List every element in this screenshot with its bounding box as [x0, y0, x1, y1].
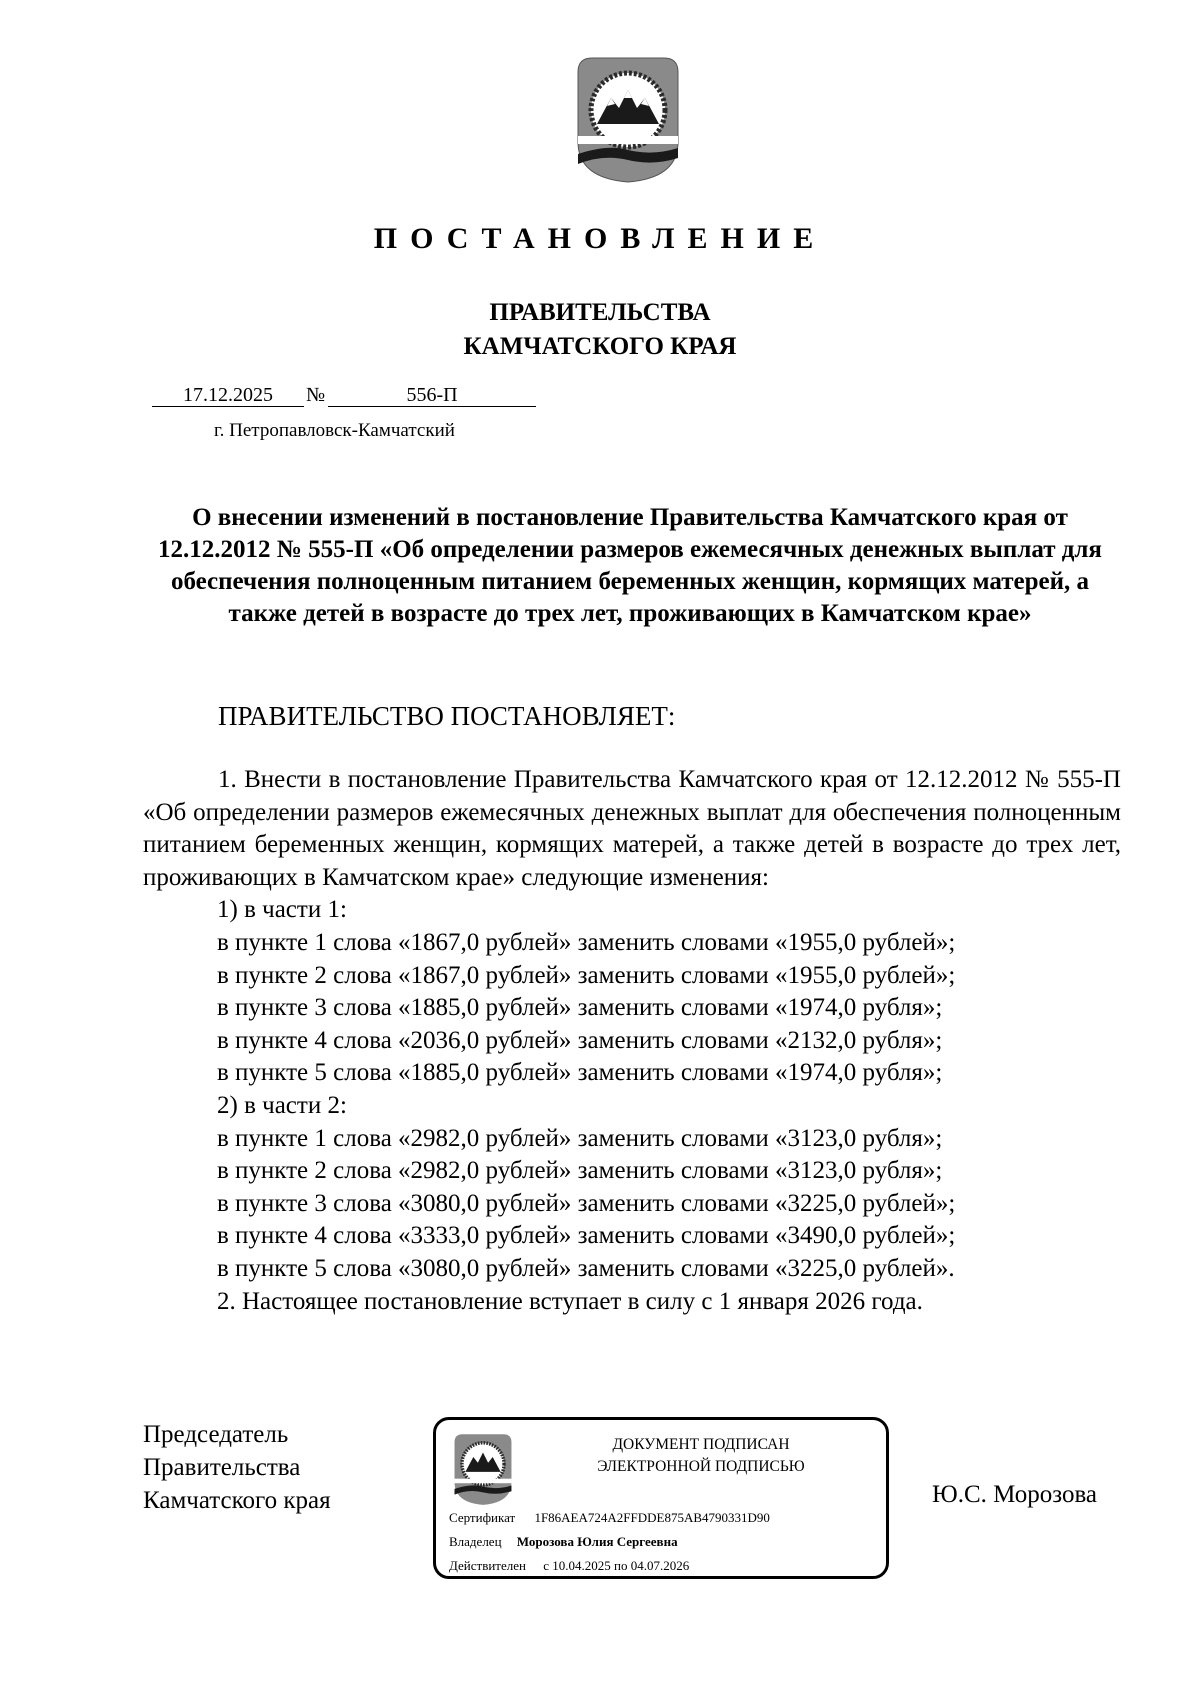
position-line-1: Председатель — [143, 1421, 289, 1448]
valid-value: с 10.04.2025 по 04.07.2026 — [543, 1558, 690, 1573]
signatory-name: Ю.С. Морозова — [932, 1481, 1098, 1508]
cert-label: Сертификат — [449, 1510, 516, 1525]
electronic-signature-stamp — [433, 1417, 889, 1579]
coat-of-arms-icon — [573, 54, 683, 184]
part-1-line: в пункте 1 слова «1867,0 рублей» заменить словами «1955,0 рублей»; — [217, 928, 956, 956]
part-2-line: в пункте 3 слова «3080,0 рублей» заменить словами «3225,0 рублей»; — [217, 1189, 956, 1217]
position-line-3: Камчатского края — [143, 1487, 331, 1514]
stamp-emblem-icon — [450, 1432, 516, 1506]
part-2-line: в пункте 4 слова «3333,0 рублей» заменить словами «3490,0 рублей»; — [217, 1222, 956, 1250]
document-number: 556-П — [328, 384, 536, 407]
decree-phrase: ПРАВИТЕЛЬСТВО ПОСТАНОВЛЯЕТ: — [218, 701, 676, 731]
stamp-title-line-1: ДОКУМЕНТ ПОДПИСАН — [612, 1436, 790, 1453]
cert-value: 1F86AEA724A2FFDDE875AB4790331D90 — [534, 1510, 770, 1525]
item-1-intro: 1. Внести в постановление Правительства Камчатского края от 12.12.2012 № 555-П «Об определении размеров ежемесячных денежных выплат для обеспечения полноценным питанием беременных женщин, кормящих матерей, а также детей в возрасте до трех лет, проживающих в Камчатском крае» следующие изменения: — [143, 766, 1121, 891]
signatory-position — [143, 1418, 331, 1517]
stamp-certificate-row — [449, 1510, 770, 1526]
stamp-validity-row — [449, 1558, 689, 1574]
part-1-line: в пункте 5 слова «1885,0 рублей» заменить словами «1974,0 рубля»; — [217, 1059, 943, 1087]
part-2-line: в пункте 2 слова «2982,0 рублей» заменить словами «3123,0 рубля»; — [217, 1157, 943, 1185]
part-2-line: в пункте 1 слова «2982,0 рублей» заменить словами «3123,0 рубля»; — [217, 1124, 943, 1152]
issuer-heading — [0, 296, 1200, 364]
document-subject: О внесении изменений в постановление Правительства Камчатского края от 12.12.2012 № 555-П «Об определении размеров ежемесячных денежных выплат для обеспечения полноценным питанием беременных женщин, кормящих матерей, а также детей в возрасте до трех лет, проживающих в Камчатском крае» — [158, 504, 1102, 627]
stamp-owner-row — [449, 1534, 678, 1550]
document-type-title: ПОСТАНОВЛЕНИЕ — [373, 222, 827, 255]
position-line-2: Правительства — [143, 1454, 301, 1481]
part-2-title: 2) в части 2: — [217, 1091, 347, 1119]
document-body — [143, 764, 1121, 1318]
issuer-line-1: ПРАВИТЕЛЬСТВА — [489, 299, 711, 326]
owner-label: Владелец — [449, 1534, 502, 1549]
part-1-line: в пункте 2 слова «1867,0 рублей» заменить словами «1955,0 рублей»; — [217, 961, 956, 989]
city: г. Петропавловск-Камчатский — [214, 420, 455, 441]
valid-label: Действителен — [449, 1558, 526, 1573]
stamp-title-line-2: ЭЛЕКТРОННОЙ ПОДПИСЬЮ — [597, 1458, 805, 1475]
stamp-title — [526, 1434, 876, 1478]
part-2-line: в пункте 5 слова «3080,0 рублей» заменить словами «3225,0 рублей». — [217, 1254, 955, 1282]
issuer-line-2: КАМЧАТСКОГО КРАЯ — [463, 333, 737, 360]
owner-value: Морозова Юлия Сергеевна — [516, 1534, 678, 1549]
item-2: 2. Настоящее постановление вступает в силу с 1 января 2026 года. — [217, 1287, 923, 1315]
part-1-line: в пункте 3 слова «1885,0 рублей» заменить словами «1974,0 рубля»; — [217, 994, 943, 1022]
document-date: 17.12.2025 — [152, 384, 304, 407]
number-sign: № — [306, 384, 326, 406]
part-1-title: 1) в части 1: — [217, 896, 347, 924]
part-1-line: в пункте 4 слова «2036,0 рублей» заменить словами «2132,0 рубля»; — [217, 1026, 943, 1054]
